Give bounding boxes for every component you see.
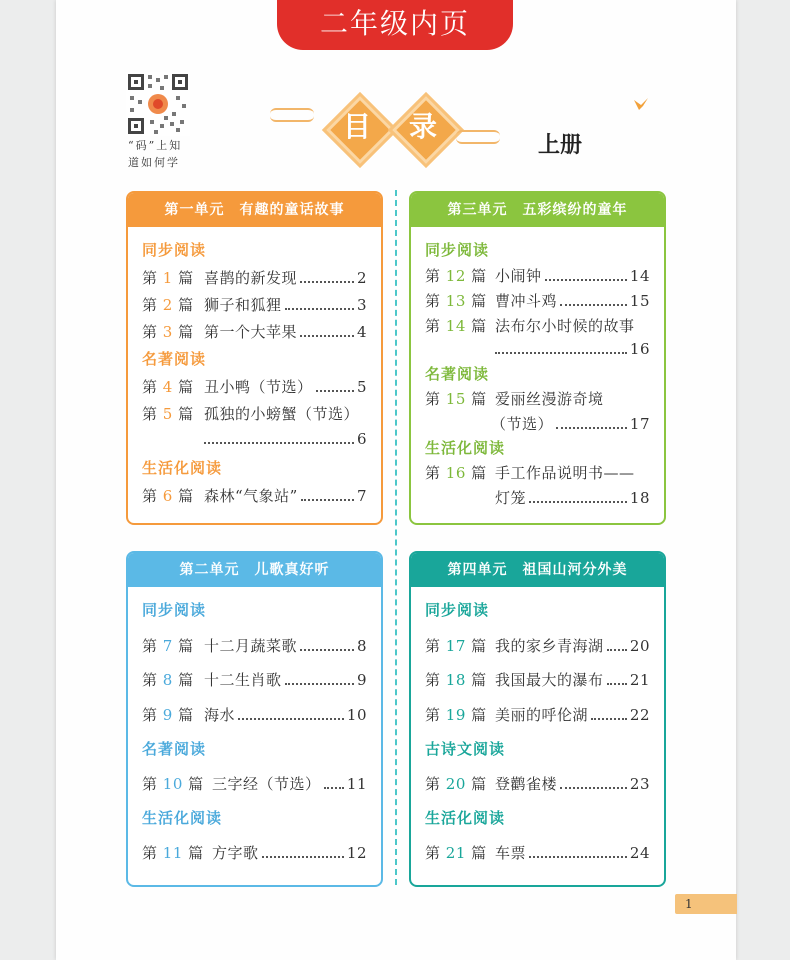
entry-title: 我的家乡青海湖 bbox=[495, 637, 604, 655]
entry-title: 方字歌 bbox=[212, 844, 259, 862]
toc-entry[interactable]: 第 3 篇 第一个大苹果 4 bbox=[142, 323, 367, 341]
toc-entry[interactable]: 第 9 篇 海水 10 bbox=[142, 706, 367, 724]
entry-page: 21 bbox=[629, 671, 650, 689]
unit-card-1 bbox=[126, 191, 383, 525]
unit-card-3 bbox=[409, 191, 666, 525]
entry-title: 手工作品说明书—— bbox=[495, 464, 635, 482]
section-title: 同步阅读 bbox=[425, 241, 490, 259]
toc-entry[interactable]: 第 17 篇 我的家乡青海湖 20 bbox=[425, 637, 650, 655]
entry-page: 5 bbox=[356, 378, 367, 396]
entry-title: 登鹳雀楼 bbox=[495, 775, 558, 793]
section-title: 生活化阅读 bbox=[142, 459, 223, 477]
bird-icon bbox=[633, 96, 649, 112]
toc-entry[interactable]: 第 2 篇 狮子和狐狸 3 bbox=[142, 296, 367, 314]
entry-page: 4 bbox=[356, 323, 367, 341]
title-char-1: 目 bbox=[342, 110, 371, 143]
column-divider bbox=[395, 190, 397, 885]
unit-card-4 bbox=[409, 551, 666, 887]
entry-title: 狮子和狐狸 bbox=[204, 296, 282, 314]
toc-entry[interactable]: 第 15 篇 爱丽丝漫游奇境 bbox=[425, 390, 604, 408]
section-title: 同步阅读 bbox=[142, 601, 207, 619]
toc-entry[interactable]: 第 20 篇 登鹳雀楼 23 bbox=[425, 775, 650, 793]
toc-entry[interactable]: 第 11 篇 方字歌 12 bbox=[142, 844, 367, 862]
entry-page: 3 bbox=[356, 296, 367, 314]
toc-entry[interactable]: 第 19 篇 美丽的呼伦湖 22 bbox=[425, 706, 650, 724]
entry-title: 法布尔小时候的故事 bbox=[495, 317, 635, 335]
entry-page: 23 bbox=[629, 775, 650, 793]
entry-page: 12 bbox=[346, 844, 367, 862]
volume-label: 上册 bbox=[538, 133, 583, 158]
unit-heading: 第三单元 五彩缤纷的童年 bbox=[411, 193, 664, 227]
toc-entry[interactable]: 第 21 篇 车票 24 bbox=[425, 844, 650, 862]
entry-title: 美丽的呼伦湖 bbox=[495, 706, 589, 724]
section-title: 古诗文阅读 bbox=[425, 740, 506, 758]
entry-page: 18 bbox=[629, 489, 650, 507]
toc-entry-continued[interactable] bbox=[495, 487, 650, 508]
entry-title: 丑小鸭（节选） bbox=[204, 378, 313, 396]
toc-entry-continued[interactable] bbox=[495, 340, 650, 358]
toc-entry[interactable]: 第 18 篇 我国最大的瀑布 21 bbox=[425, 671, 650, 689]
toc-entry[interactable]: 第 5 篇 孤独的小螃蟹（节选） bbox=[142, 405, 360, 423]
entry-title: 森林“气象站” bbox=[204, 487, 298, 505]
section-title: 生活化阅读 bbox=[142, 809, 223, 827]
entry-title: 小闹钟 bbox=[495, 267, 542, 285]
toc-entry[interactable]: 第 13 篇 曹冲斗鸡 15 bbox=[425, 292, 650, 310]
qr-code bbox=[126, 72, 190, 136]
unit-card-2 bbox=[126, 551, 383, 887]
toc-entry-continued[interactable] bbox=[491, 413, 650, 434]
entry-page: 14 bbox=[629, 267, 650, 285]
section-title: 名著阅读 bbox=[425, 365, 490, 383]
entry-title: 三字经（节选） bbox=[212, 775, 321, 793]
entry-title: 孤独的小螃蟹（节选） bbox=[204, 405, 360, 423]
qr-caption-line1: “码”上知 bbox=[128, 139, 183, 152]
grade-tab: 二年级内页 bbox=[277, 0, 513, 50]
page-title bbox=[270, 94, 510, 164]
entry-page: 8 bbox=[356, 637, 367, 655]
entry-page: 2 bbox=[356, 269, 367, 287]
section-title: 同步阅读 bbox=[142, 241, 207, 259]
section-title: 名著阅读 bbox=[142, 740, 207, 758]
page-number: 1 bbox=[675, 894, 737, 914]
title-tile-1 bbox=[328, 98, 386, 156]
unit-heading: 第一单元 有趣的童话故事 bbox=[128, 193, 381, 227]
entry-title: 海水 bbox=[204, 706, 236, 724]
entry-page: 9 bbox=[356, 671, 367, 689]
title-char-2: 录 bbox=[408, 110, 437, 143]
entry-page: 16 bbox=[629, 340, 650, 358]
toc-entry[interactable]: 第 4 篇 丑小鸭（节选） 5 bbox=[142, 378, 367, 396]
entry-page: 24 bbox=[629, 844, 650, 862]
toc-entry[interactable]: 第 10 篇 三字经（节选） 11 bbox=[142, 775, 367, 793]
toc-entry[interactable]: 第 14 篇 法布尔小时候的故事 bbox=[425, 317, 635, 335]
entry-title-continued: 灯笼 bbox=[495, 489, 527, 507]
entry-title: 爱丽丝漫游奇境 bbox=[495, 390, 604, 408]
toc-entry[interactable]: 第 6 篇 森林“气象站” 7 bbox=[142, 487, 367, 505]
toc-entry[interactable]: 第 16 篇 手工作品说明书—— bbox=[425, 464, 635, 482]
entry-title: 曹冲斗鸡 bbox=[495, 292, 558, 310]
toc-entry[interactable]: 第 12 篇 小闹钟 14 bbox=[425, 267, 650, 285]
section-title: 同步阅读 bbox=[425, 601, 490, 619]
section-title: 生活化阅读 bbox=[425, 809, 506, 827]
toc-entry[interactable]: 第 1 篇 喜鹊的新发现 2 bbox=[142, 269, 367, 287]
cloud-decoration-left bbox=[270, 108, 314, 122]
qr-caption bbox=[128, 137, 198, 171]
entry-page: 11 bbox=[346, 775, 367, 793]
entry-page: 20 bbox=[629, 637, 650, 655]
toc-entry-continued[interactable] bbox=[204, 430, 367, 448]
entry-page: 7 bbox=[356, 487, 367, 505]
entry-page: 22 bbox=[629, 706, 650, 724]
entry-page: 17 bbox=[629, 415, 650, 433]
unit-heading: 第四单元 祖国山河分外美 bbox=[411, 553, 664, 587]
entry-page: 6 bbox=[356, 430, 367, 448]
entry-title-continued: （节选） bbox=[491, 415, 554, 433]
cloud-decoration-right bbox=[456, 130, 500, 144]
section-title: 名著阅读 bbox=[142, 350, 207, 368]
unit-heading: 第二单元 儿歌真好听 bbox=[128, 553, 381, 587]
section-title: 生活化阅读 bbox=[425, 439, 506, 457]
entry-title: 十二生肖歌 bbox=[204, 671, 282, 689]
toc-entry[interactable]: 第 8 篇 十二生肖歌 9 bbox=[142, 671, 367, 689]
entry-page: 10 bbox=[346, 706, 367, 724]
entry-title: 车票 bbox=[495, 844, 527, 862]
title-tile-2 bbox=[394, 98, 452, 156]
entry-title: 第一个大苹果 bbox=[204, 323, 298, 341]
entry-title: 喜鹊的新发现 bbox=[204, 269, 298, 287]
toc-entry[interactable]: 第 7 篇 十二月蔬菜歌 8 bbox=[142, 637, 367, 655]
entry-title: 十二月蔬菜歌 bbox=[204, 637, 298, 655]
qr-caption-line2: 道如何学 bbox=[128, 156, 180, 169]
entry-page: 15 bbox=[629, 292, 650, 310]
entry-title: 我国最大的瀑布 bbox=[495, 671, 604, 689]
